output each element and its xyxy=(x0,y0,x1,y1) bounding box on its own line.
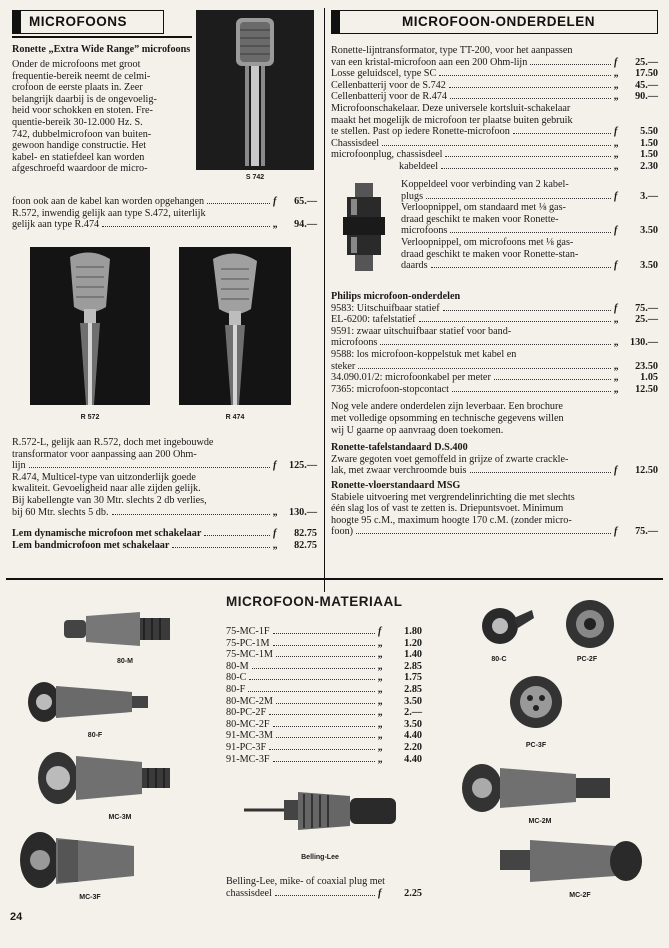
connector-mc3f-image xyxy=(14,830,144,892)
price-row: gelijk aan type R.474 „ 94.— xyxy=(12,219,317,231)
microphone-r474-photo xyxy=(179,247,291,405)
photo-caption: S 742 xyxy=(245,174,265,181)
connector-mc2f-image xyxy=(496,836,652,886)
intro-line: heid voor schokken en stoten. Fre- xyxy=(12,105,153,117)
part-caption: 80-F xyxy=(87,732,103,739)
divider xyxy=(12,36,192,38)
price-row: Losse geluidscel, type SC „ 17.50 xyxy=(331,68,658,80)
intro-line: quentie-bereik 30-12.000 Hz. S. xyxy=(12,116,143,128)
price-row: daards f 3.50 xyxy=(401,260,658,272)
price-row: bij 60 Mtr. slechts 5 db. „ 130.— xyxy=(12,506,317,518)
text-line: wij U gaarne op aanvraag doen toekomen. xyxy=(331,424,504,436)
price-row: Cellenbatterij voor de S.742 „ 45.— xyxy=(331,79,658,91)
microfoons-prices xyxy=(12,196,317,231)
section-heading-microfoons: MICROFOONS xyxy=(12,10,164,34)
price-row: 80-M „ 2.85 xyxy=(226,660,422,672)
connector-pc2f-image xyxy=(562,596,618,652)
microphone-r572-photo xyxy=(30,247,150,405)
price-row: lijn f 125.— xyxy=(12,460,317,472)
price-row: Lem dynamische microfoon met schakelaar f 82.75 xyxy=(12,528,317,540)
photo-caption: R 474 xyxy=(225,414,245,421)
belling-lee-text xyxy=(226,876,422,899)
text-line: Verloopnippel, om microfoons met ⅛ gas- xyxy=(401,236,574,248)
connector-80f-image xyxy=(22,678,152,726)
price-row: plugs f 3.— xyxy=(401,190,658,202)
connector-80c-image xyxy=(478,598,536,650)
part-caption: PC-2F xyxy=(576,656,598,663)
koppel-verloop-block xyxy=(401,179,658,272)
text-line: hoogte 95 c.M., maximum hoogte 170 c.M. (zonder micro- xyxy=(331,514,572,526)
price-row: 80-C „ 1.75 xyxy=(226,672,422,684)
text-line: Belling-Lee, mike- of coaxial plug met xyxy=(226,876,385,887)
price-row: chassisdeel f 2.25 xyxy=(226,887,422,899)
text-line: kwaliteit. Gevoeligheid naar alle zijden gelijk. xyxy=(12,483,201,495)
microphone-s742-photo xyxy=(196,10,314,170)
price-row: 75-MC-1F f 1.80 xyxy=(226,626,422,637)
text-line: maakt het mogelijk de microfoon ter plaatse buiten gebruik xyxy=(331,114,573,126)
coupling-connector-image xyxy=(335,183,393,271)
price-row: van een kristal-microfoon aan een 200 Ohm-lijn f 25.— xyxy=(331,56,658,68)
price-row: 80-PC-2F „ 2.— xyxy=(226,707,422,719)
subheading: Ronette-tafelstandaard D.S.400 xyxy=(331,442,468,454)
part-caption: 80-C xyxy=(491,656,507,663)
text-line: 9591: zwaar uitschuifbaar statief voor band- xyxy=(331,325,512,337)
connector-80m-image xyxy=(60,606,180,656)
text-line: R.474, Multicel-type van uitzonderlijk goede xyxy=(12,471,196,483)
part-caption: MC-2M xyxy=(528,818,552,825)
intro-line: kabel- en statiefdeel kan worden xyxy=(12,151,145,163)
text-line: 9588: los microfoon-koppelstuk met kabel en xyxy=(331,348,517,360)
price-row: te stellen. Past op iedere Ronette-microfoon f 5.50 xyxy=(331,126,658,138)
price-row: 34.090.01/2: microfoonkabel per meter „ 1.05 xyxy=(331,372,658,384)
text-line: R.572-L, gelijk aan R.572, doch met ingebouwde xyxy=(12,437,214,448)
part-caption: Belling-Lee xyxy=(301,854,339,861)
section-divider xyxy=(6,578,663,580)
section-heading-microfoon-onderdelen: MICROFOON-ONDERDELEN xyxy=(331,10,658,34)
text-line: Koppeldeel voor verbinding van 2 kabel- xyxy=(401,179,569,190)
text-line: R.572, inwendig gelijk aan type S.472, uiterlijk xyxy=(12,207,206,219)
onderdelen-block xyxy=(331,45,658,173)
price-row: 75-PC-1M „ 1.20 xyxy=(226,637,422,649)
page-number: 24 xyxy=(10,911,23,923)
section-heading-microfoon-materiaal: MICROFOON-MATERIAAL xyxy=(226,594,403,609)
connector-mc2m-image xyxy=(456,760,616,816)
intro-line: afgeschroefd waardoor de micro- xyxy=(12,163,148,175)
text-line: draad geschikt te maken voor Ronette-stan- xyxy=(401,248,579,260)
intro-line: frequentie-bereik neemt de celmi- xyxy=(12,70,151,82)
part-caption: 80-M xyxy=(117,658,133,665)
part-caption: MC-3F xyxy=(79,894,101,901)
part-caption: PC-3F xyxy=(525,742,547,749)
price-row: kabeldeel „ 2.30 xyxy=(399,160,658,172)
price-row: 91-PC-3F „ 2.20 xyxy=(226,741,422,753)
price-row: 91-MC-3M „ 4.40 xyxy=(226,730,422,742)
price-row: foon ook aan de kabel kan worden opgehangen f 65.— xyxy=(12,196,317,207)
intro-line: crofoon de eerste plaats in. Zeer xyxy=(12,82,143,94)
price-row: lak, met zwaar verchroomde buis f 12.50 xyxy=(331,465,658,477)
connector-mc3m-image xyxy=(32,748,174,810)
text-line: Microfoonschakelaar. Deze universele kortsluit-schakelaar xyxy=(331,102,571,114)
intro-line: Onder de microfoons met groot xyxy=(12,59,141,70)
price-row: microfoonplug, chassisdeel „ 1.50 xyxy=(331,149,658,161)
column-divider xyxy=(324,8,325,592)
text-line: Bij kabellengte van 30 Mtr. slechts 2 db verlies, xyxy=(12,494,207,506)
price-row: 80-MC-2F „ 3.50 xyxy=(226,718,422,730)
price-row: microfoons „ 130.— xyxy=(331,337,658,349)
price-row: EL-6200: tafelstatief „ 25.— xyxy=(331,314,658,326)
text-line: Ronette-lijntransformator, type TT-200, voor het aanpassen xyxy=(331,45,573,56)
text-line: met volledige opsomming en technische gegevens willen xyxy=(331,412,564,424)
price-row: 80-MC-2M „ 3.50 xyxy=(226,695,422,707)
price-row: steker „ 23.50 xyxy=(331,360,658,372)
price-row: Lem bandmicrofoon met schakelaar „ 82.75 xyxy=(12,539,317,551)
text-line: Zware gegoten voet gemoffeld in grijze of zwarte crackle- xyxy=(331,453,569,465)
text-line: Nog vele andere onderdelen zijn leverbaar. Een brochure xyxy=(331,401,563,413)
photo-caption: R 572 xyxy=(80,414,100,421)
intro-line: belangrijk daarbij is de ongevoelig- xyxy=(12,93,157,105)
subheading: Philips microfoon-onderdelen xyxy=(331,291,461,302)
text-line: Verloopnippel, om standaard met ⅛ gas- xyxy=(401,202,566,214)
part-caption: MC-3M xyxy=(108,814,132,821)
price-row: Cellenbatterij voor de R.474 „ 90.— xyxy=(331,91,658,103)
price-row: 9583: Uitschuifbaar statief f 75.— xyxy=(331,302,658,314)
text-line: draad geschikt te maken voor Ronette- xyxy=(401,213,559,225)
price-row: 80-F „ 2.85 xyxy=(226,683,422,695)
microfoons-intro xyxy=(12,44,192,175)
price-row: foon) f 75.— xyxy=(331,526,658,538)
subheading: Ronette-vloerstandaard MSG xyxy=(331,479,461,491)
price-row: Chassisdeel „ 1.50 xyxy=(331,137,658,149)
philips-block xyxy=(331,291,658,538)
belling-lee-plug-image xyxy=(240,786,408,842)
text-line: één slag los of vast te zetten is. Driepuntsvoet. Minimum xyxy=(331,503,564,515)
intro-line: gewoon handige constructie. Het xyxy=(12,140,147,152)
price-row: microfoons f 3.50 xyxy=(401,225,658,237)
intro-line: 742, dubbelmicrofoon van buiten- xyxy=(12,128,152,140)
part-caption: MC-2F xyxy=(569,892,591,899)
r572l-r474-block xyxy=(12,437,317,551)
parts-price-list xyxy=(226,626,422,765)
price-row: 91-MC-3F „ 4.40 xyxy=(226,753,422,765)
price-row: 75-MC-1M „ 1.40 xyxy=(226,649,422,661)
text-line: Stabiele uitvoering met vergrendelinrichting die met slechts xyxy=(331,491,575,503)
price-row: 7365: microfoon-stopcontact „ 12.50 xyxy=(331,383,658,395)
text-line: transformator voor aanpassing aan 200 Ohm- xyxy=(12,448,197,460)
product-title: Ronette „Extra Wide Range” microfoons xyxy=(12,44,191,55)
connector-pc3f-image xyxy=(506,672,566,732)
